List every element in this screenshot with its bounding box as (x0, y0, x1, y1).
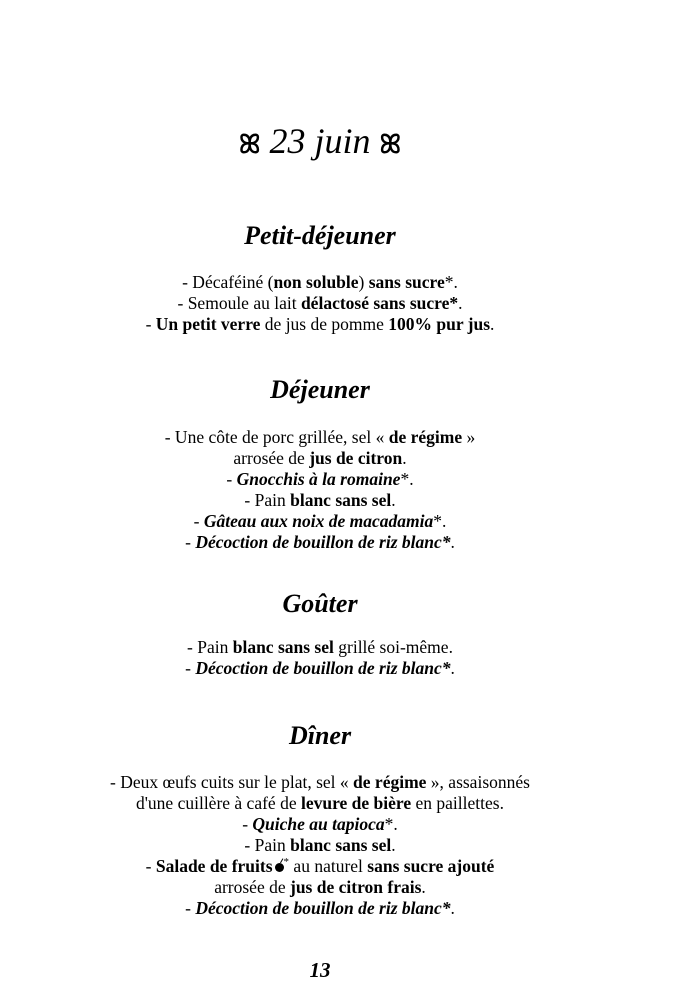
menu-text: - Pain (187, 637, 233, 657)
menu-text: jus de citron frais (290, 877, 422, 897)
menu-line (0, 427, 640, 448)
menu-text: sans sucre (368, 272, 445, 292)
menu-text: *. (433, 511, 447, 531)
menu-text: - Décaféiné ( (182, 272, 274, 292)
menu-line (0, 814, 640, 835)
menu-text: Gâteau aux noix de macadamia (203, 511, 434, 531)
menu-text: * (283, 856, 290, 869)
menu-text: sans sucre ajouté (367, 856, 495, 876)
menu-line (0, 793, 640, 814)
menu-text: - (193, 511, 204, 531)
menu-line (0, 637, 640, 658)
right-ornament-icon: ꕤ (379, 130, 402, 159)
menu-text: de régime (353, 772, 427, 792)
menu-text: . (490, 314, 495, 334)
section-heading-dejeuner: Déjeuner (270, 375, 370, 404)
menu-line (0, 658, 640, 679)
menu-text: blanc sans sel (290, 490, 392, 510)
menu-line (0, 293, 640, 314)
menu-text: levure de bière (300, 793, 412, 813)
menu-line (0, 532, 640, 553)
page-number: 13 (309, 958, 331, 982)
menu-text: . (458, 293, 463, 313)
menu-text: - (145, 856, 156, 876)
menu-text: - (226, 469, 237, 489)
menu-text: *. (400, 469, 414, 489)
menu-text: . (391, 835, 396, 855)
menu-text: d'une cuillère à café de (136, 793, 301, 813)
menu-text: arrosée de (214, 877, 290, 897)
menu-text: - (145, 314, 156, 334)
menu-text: blanc sans sel (232, 637, 334, 657)
menu-text: non soluble (273, 272, 359, 292)
menu-text: . (402, 448, 407, 468)
menu-text: Un petit verre (155, 314, 261, 334)
date-heading: 23 juin (269, 121, 371, 161)
menu-text: Quiche au tapioca (252, 814, 385, 834)
menu-text: - (185, 532, 196, 552)
menu-text: blanc sans sel (290, 835, 392, 855)
menu-text: Gnocchis à la romaine (236, 469, 401, 489)
section-heading-diner: Dîner (288, 721, 352, 750)
menu-text: - (185, 898, 196, 918)
fruit-icon (275, 863, 284, 872)
left-ornament-icon: ꕤ (238, 130, 261, 159)
menu-text: au naturel (289, 856, 368, 876)
menu-text: Décoction de bouillon de riz blanc* (195, 898, 451, 918)
menu-text: jus de citron (309, 448, 403, 468)
menu-text: en paillettes. (411, 793, 504, 813)
section-body-petit-dejeuner (0, 272, 640, 335)
menu-text: de régime (388, 427, 463, 447)
menu-line (0, 272, 640, 293)
menu-text: délactosé sans sucre* (300, 293, 459, 313)
menu-text: - (242, 814, 253, 834)
menu-text: - (185, 658, 196, 678)
menu-line (0, 835, 640, 856)
page-title (0, 120, 640, 166)
section-heading-gouter: Goûter (282, 589, 358, 618)
menu-text: Décoction de bouillon de riz blanc* (195, 658, 451, 678)
menu-text: . (391, 490, 396, 510)
menu-text: », assaisonnés (426, 772, 530, 792)
menu-text: Décoction de bouillon de riz blanc* (195, 532, 451, 552)
menu-line (0, 448, 640, 469)
menu-text: grillé soi-même. (333, 637, 453, 657)
menu-text: . (450, 532, 455, 552)
menu-text: - Une côte de porc grillée, sel « (164, 427, 389, 447)
menu-text: . (450, 898, 455, 918)
menu-text: - Deux œufs cuits sur le plat, sel « (110, 772, 354, 792)
menu-text: . (450, 658, 455, 678)
menu-line (0, 469, 640, 490)
menu-text: de jus de pomme (260, 314, 389, 334)
menu-line (0, 898, 640, 919)
menu-text: - Pain (244, 490, 291, 510)
section-heading-petit-dejeuner: Petit-déjeuner (244, 221, 396, 250)
menu-text: » (462, 427, 476, 447)
menu-text: *. (384, 814, 398, 834)
menu-text: *. (444, 272, 458, 292)
menu-line (0, 877, 640, 898)
menu-text: - Semoule au lait (177, 293, 301, 313)
menu-line (0, 856, 640, 877)
menu-text: . (421, 877, 426, 897)
menu-line (0, 772, 640, 793)
menu-text: ) (358, 272, 369, 292)
menu-line (0, 511, 640, 532)
menu-text: - Pain (244, 835, 291, 855)
menu-line (0, 314, 640, 335)
menu-text: arrosée de (233, 448, 310, 468)
section-body-diner (0, 772, 640, 919)
section-body-dejeuner (0, 427, 640, 553)
menu-line (0, 490, 640, 511)
menu-text: Salade de fruits (155, 856, 273, 876)
section-body-gouter (0, 637, 640, 679)
menu-text: 100% pur jus (388, 314, 491, 334)
